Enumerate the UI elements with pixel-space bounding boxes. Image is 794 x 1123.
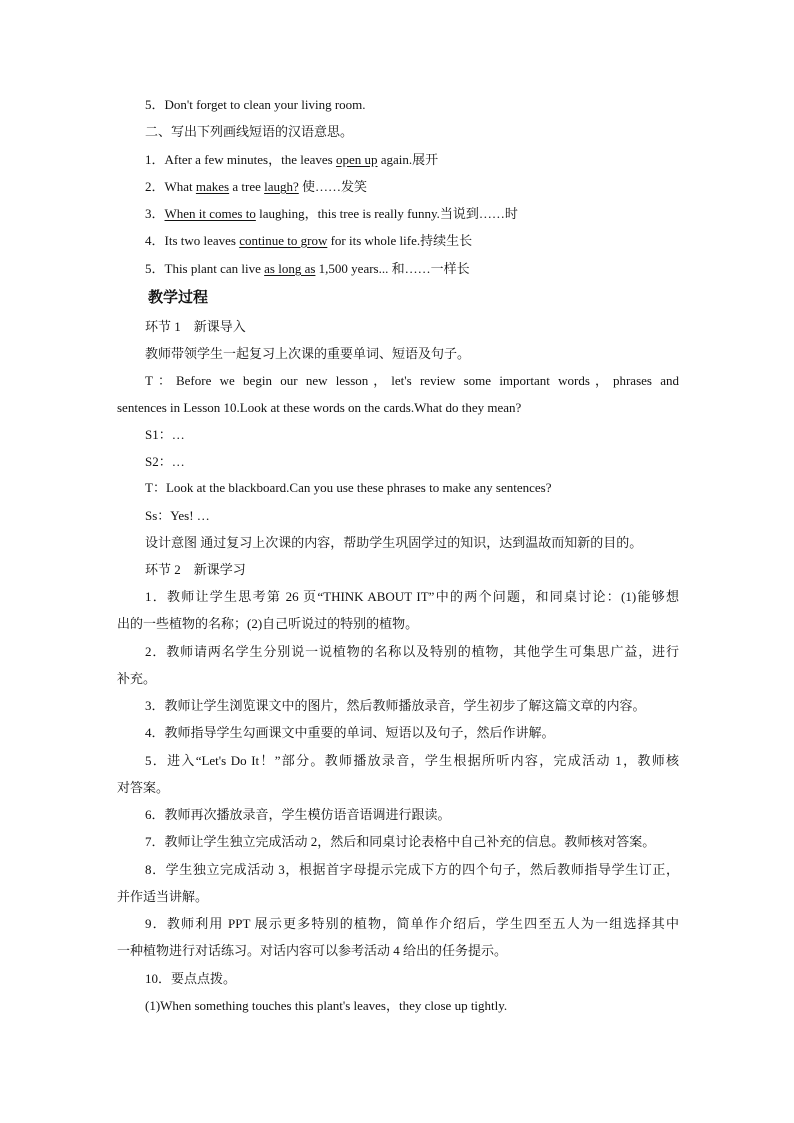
dialogue-teacher-1b: sentences in Lesson 10.Look at these words on the cards.What do they mean?: [117, 400, 522, 415]
dialogue-student-2: S2：…: [145, 454, 185, 469]
step1-title: 环节 1 新课导入: [145, 319, 246, 334]
underlined-phrase: When it comes to: [164, 206, 256, 221]
underlined-phrase: laugh?: [264, 179, 299, 194]
step2-title: 环节 2 新课学习: [145, 562, 246, 577]
exercise-item-5: 5．Don't forget to clean your living room.: [145, 97, 366, 112]
dialogue-teacher-1a: T：Before we begin our new lesson，let's review some important words，phrases and: [145, 373, 679, 388]
step2-item-5a: 5．进入“Let's Do It！”部分。教师播放录音，学生根据所听内容，完成活动 1，教师核: [145, 753, 679, 768]
dialogue-teacher-2: T：Look at the blackboard.Can you use these phrases to make any sentences?: [145, 480, 552, 495]
underlined-phrase: makes: [195, 179, 230, 194]
step2-item-3: 3．教师让学生浏览课文中的图片，然后教师播放录音，学生初步了解这篇文章的内容。: [145, 698, 646, 713]
section2-title: 二、写出下列画线短语的汉语意思。: [145, 124, 354, 139]
step1-paragraph: 教师带领学生一起复习上次课的重要单词、短语及句子。: [145, 346, 471, 361]
section-heading: 教学过程: [148, 288, 209, 306]
underlined-phrase: as long as: [264, 261, 316, 276]
step2-item-9a: 9．教师利用 PPT 展示更多特别的植物，简单作介绍后，学生四至五人为一组选择其中: [145, 916, 679, 931]
underlined-phrase: open up: [335, 152, 378, 167]
step2-item-6: 6．教师再次播放录音，学生模仿语音语调进行跟读。: [145, 807, 451, 822]
section2-item-1: 1．After a few minutes，the leaves open up again.展开: [145, 152, 439, 167]
section2-item-4: 4．Its two leaves continue to grow for its whole life.持续生长: [145, 233, 473, 248]
step2-item-1b: 出的一些植物的名称；(2)自己听说过的特别的植物。: [117, 616, 419, 631]
step2-item-4: 4．教师指导学生勾画课文中重要的单词、短语以及句子，然后作讲解。: [145, 725, 555, 740]
step2-item-1a: 1．教师让学生思考第 26 页“THINK ABOUT IT”中的两个问题，和同桌讨论：(1)能够想: [145, 589, 679, 604]
step2-item-10: 10．要点点拨。: [145, 971, 237, 986]
section2-item-5: 5．This plant can live as long as 1,500 years... 和……一样长: [145, 261, 470, 276]
step2-item-8a: 8．学生独立完成活动 3，根据首字母提示完成下方的四个句子，然后教师指导学生订正，: [145, 862, 679, 877]
step2-item-5b: 对答案。: [117, 780, 170, 795]
section2-item-2: 2．What makes a tree laugh? 使……发笑: [145, 179, 368, 194]
step2-item-8b: 并作适当讲解。: [117, 889, 209, 904]
section2-item-3: 3．When it comes to laughing，this tree is really funny.当说到……时: [145, 206, 518, 221]
step2-item-2a: 2．教师请两名学生分别说一说植物的名称以及特别的植物，其他学生可集思广益，进行: [145, 644, 679, 659]
step2-item-7: 7．教师让学生独立完成活动 2，然后和同桌讨论表格中自己补充的信息。教师核对答案。: [145, 834, 656, 849]
step2-item-10-1: (1)When something touches this plant's leaves，they close up tightly.: [145, 998, 508, 1013]
step2-item-2b: 补充。: [117, 671, 157, 686]
design-intent: 设计意图 通过复习上次课的内容，帮助学生巩固学过的知识，达到温故而知新的目的。: [145, 535, 643, 550]
dialogue-students: Ss：Yes! …: [145, 508, 210, 523]
step2-item-9b: 一种植物进行对话练习。对话内容可以参考活动 4 给出的任务提示。: [117, 943, 508, 958]
dialogue-student-1: S1：…: [145, 427, 185, 442]
underlined-phrase: continue to grow: [239, 233, 328, 248]
